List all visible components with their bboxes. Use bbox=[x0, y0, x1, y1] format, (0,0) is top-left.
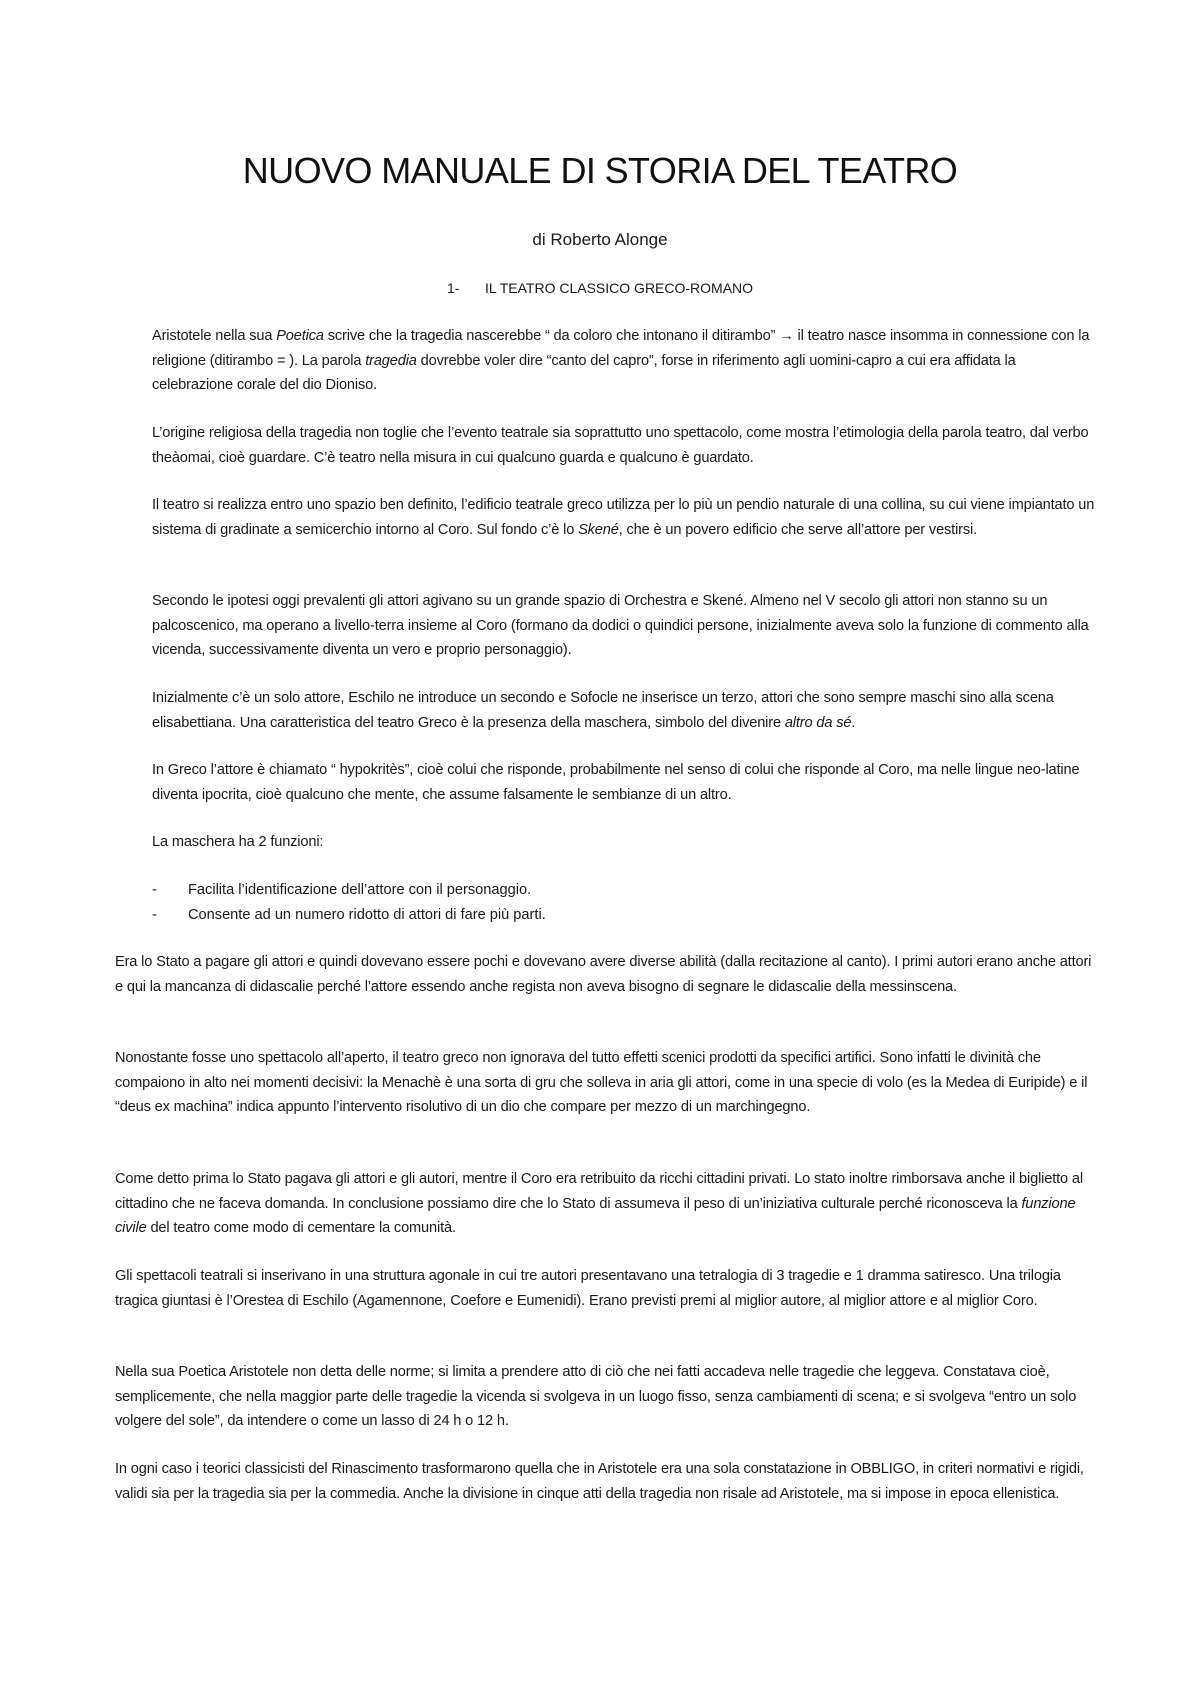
emphasis-tragedia: tragedia bbox=[365, 352, 417, 369]
paragraph-spettacoli bbox=[115, 1264, 1095, 1313]
text-run: Il teatro si realizza entro uno spazio ben definito, l’edificio teatrale greco utilizza per lo più un pendio naturale di una collina, su cui viene impiantato un sistema di gradinate a semicerchio intorno al Coro. Sul fondo c’è lo bbox=[152, 497, 1095, 538]
text-run: dovrebbe voler dire “canto del capro”, forse in riferimento agli uomini-capro a cui era affidata la celebrazione corale del dio Dioniso. bbox=[152, 352, 1016, 393]
paragraph-text: In Greco l’attore è chiamato “ hypokritès”, cioè colui che risponde, probabilmente nel senso di colui che risponde al Coro, ma nelle lingue neo-latine diventa ipocrita, cioè qualcuno che mente, che assume falsamente le sembianze di un altro. bbox=[152, 762, 1080, 803]
paragraph-text: Era lo Stato a pagare gli attori e quindi dovevano essere pochi e dovevano avere diverse abilità (dalla recitazione al canto). I primi autori erano anche attori e qui la mancanza di didascalie perché l’attore essendo anche regista non aveva bisogno di segnare le didascalie della messinscena. bbox=[115, 954, 1092, 995]
paragraph-text: L’origine religiosa della tragedia non toglie che l’evento teatrale sia soprattutto uno spettacolo, come mostra l’etimologia della parola teatro, dal verbo theàomai, cioè guardare. C’è teatro nella misura in cui qualcuno guarda e qualcuno è guardato. bbox=[152, 425, 1089, 466]
paragraph-stato bbox=[115, 950, 1095, 999]
paragraph-text: Secondo le ipotesi oggi prevalenti gli attori agivano su un grande spazio di Orchestra e Skené. Almeno nel V secolo gli attori non stanno su un palcoscenico, ma operano a livello-terra insieme al Coro (formano da dodici o quindici persone, inizialmente aveva solo la funzione di commento alla vicenda, successivamente diventa un vero e proprio personaggio). bbox=[152, 593, 1089, 658]
list-bullet: - bbox=[152, 882, 157, 898]
emphasis-funzione-civile: funzione civile bbox=[115, 1195, 1076, 1236]
paragraph-text: Nonostante fosse uno spettacolo all’aperto, il teatro greco non ignorava del tutto effetti scenici prodotti da specifici artifici. Sono infatti le divinità che compaiono in alto nei momenti decisivi: la Menachè è una sorta di gru che solleva in aria gli attori, come in una specie di volo (es la Medea di Euripide) e il “deus ex machina” indica appunto l’intervento risolutivo di un dio che compare per mezzo di un marchingegno. bbox=[115, 1050, 1088, 1115]
paragraph-effetti bbox=[115, 1046, 1095, 1120]
paragraph-text: Nella sua Poetica Aristotele non detta delle norme; si limita a prendere atto di ciò che nei fatti accadeva nelle tragedie che leggeva. Constatava cioè, semplicemente, che nella maggior parte delle tragedie la vicenda si svolgeva in un luogo fisso, senza cambiamenti di scena; e si svolgeva “entro un solo volgere del sole”, da intendere o come un lasso di 24 h o 12 h. bbox=[115, 1364, 1077, 1429]
text-run: Aristotele nella sua bbox=[152, 328, 277, 344]
text-run: Inizialmente c’è un solo attore, Eschilo ne introduce un secondo e Sofocle ne inserisce un terzo, attori che sono sempre maschi sino alla scena elisabettiana. Una caratteristica del teatro Greco è la presenza della maschera, simbolo del divenire bbox=[152, 690, 1054, 731]
paragraph-ipotesi bbox=[152, 589, 1097, 663]
document-author: di Roberto Alonge bbox=[532, 230, 668, 249]
paragraph-text: Gli spettacoli teatrali si inserivano in una struttura agonale in cui tre autori presentavano una tetralogia di 3 tragedie e 1 dramma satiresco. Una trilogia tragica giuntasi è l’Orestea di Eschilo (Agamennone, Coefore e Eumenidi). Erano previsti premi al miglior autore, al miglior attore e al miglior Coro. bbox=[115, 1268, 1061, 1309]
document-title: NUOVO MANUALE DI STORIA DEL TEATRO bbox=[242, 150, 958, 191]
chapter-heading bbox=[0, 280, 1200, 296]
paragraph-funzione-civile bbox=[115, 1167, 1095, 1241]
text-run: del teatro come modo di cementare la comunità. bbox=[146, 1220, 456, 1236]
paragraph-attori bbox=[152, 686, 1097, 735]
list-item bbox=[152, 903, 1052, 928]
paragraph-rinascimento bbox=[115, 1457, 1095, 1506]
list-item bbox=[152, 878, 1052, 903]
paragraph-text: La maschera ha 2 funzioni: bbox=[152, 834, 324, 850]
chapter-number: 1- bbox=[446, 280, 460, 296]
paragraph-origine bbox=[152, 421, 1097, 470]
functions-list bbox=[152, 878, 1052, 927]
paragraph-text: In ogni caso i teorici classicisti del Rinascimento trasformarono quella che in Aristotele era una sola constatazione in OBBLIGO, in criteri normativi e rigidi, validi sia per la tragedia sia per la commedia. Anche la divisione in cinque atti della tragedia non risale ad Aristotele, ma si impose in epoca ellenistica. bbox=[115, 1461, 1084, 1502]
emphasis-skene: Skené bbox=[578, 521, 619, 538]
paragraph-poetica bbox=[152, 324, 1097, 398]
emphasis-poetica: Poetica bbox=[276, 328, 324, 344]
paragraph-hypokrites bbox=[152, 758, 1097, 807]
paragraph-spazio bbox=[152, 493, 1097, 542]
text-run: , che è un povero edificio che serve all’attore per vestirsi. bbox=[618, 521, 978, 538]
list-bullet: - bbox=[152, 906, 157, 923]
paragraph-maschera bbox=[152, 830, 1097, 855]
list-item-text: Facilita l’identificazione dell’attore con il personaggio. bbox=[188, 882, 532, 898]
text-run: scrive che la tragedia nascerebbe “ da coloro che intonano il ditirambo” → il teatro nasce insomma in connessione con la religione (ditirambo = ). La parola bbox=[152, 328, 1090, 369]
list-item-text: Consente ad un numero ridotto di attori di fare più parti. bbox=[188, 906, 546, 923]
text-run: . bbox=[851, 714, 856, 731]
paragraph-poetica-norme bbox=[115, 1360, 1095, 1434]
text-run: Come detto prima lo Stato pagava gli attori e gli autori, mentre il Coro era retribuito da ricchi cittadini privati. Lo stato inoltre rimborsava anche il biglietto al cittadino che ne faceva domanda. In conclusione possiamo dire che lo Stato di assumeva il peso di un’iniziativa culturale perché riconosceva la bbox=[115, 1171, 1083, 1212]
emphasis-altro-da-se: altro da sé bbox=[784, 714, 852, 731]
chapter-title: IL TEATRO CLASSICO GRECO-ROMANO bbox=[484, 280, 754, 296]
